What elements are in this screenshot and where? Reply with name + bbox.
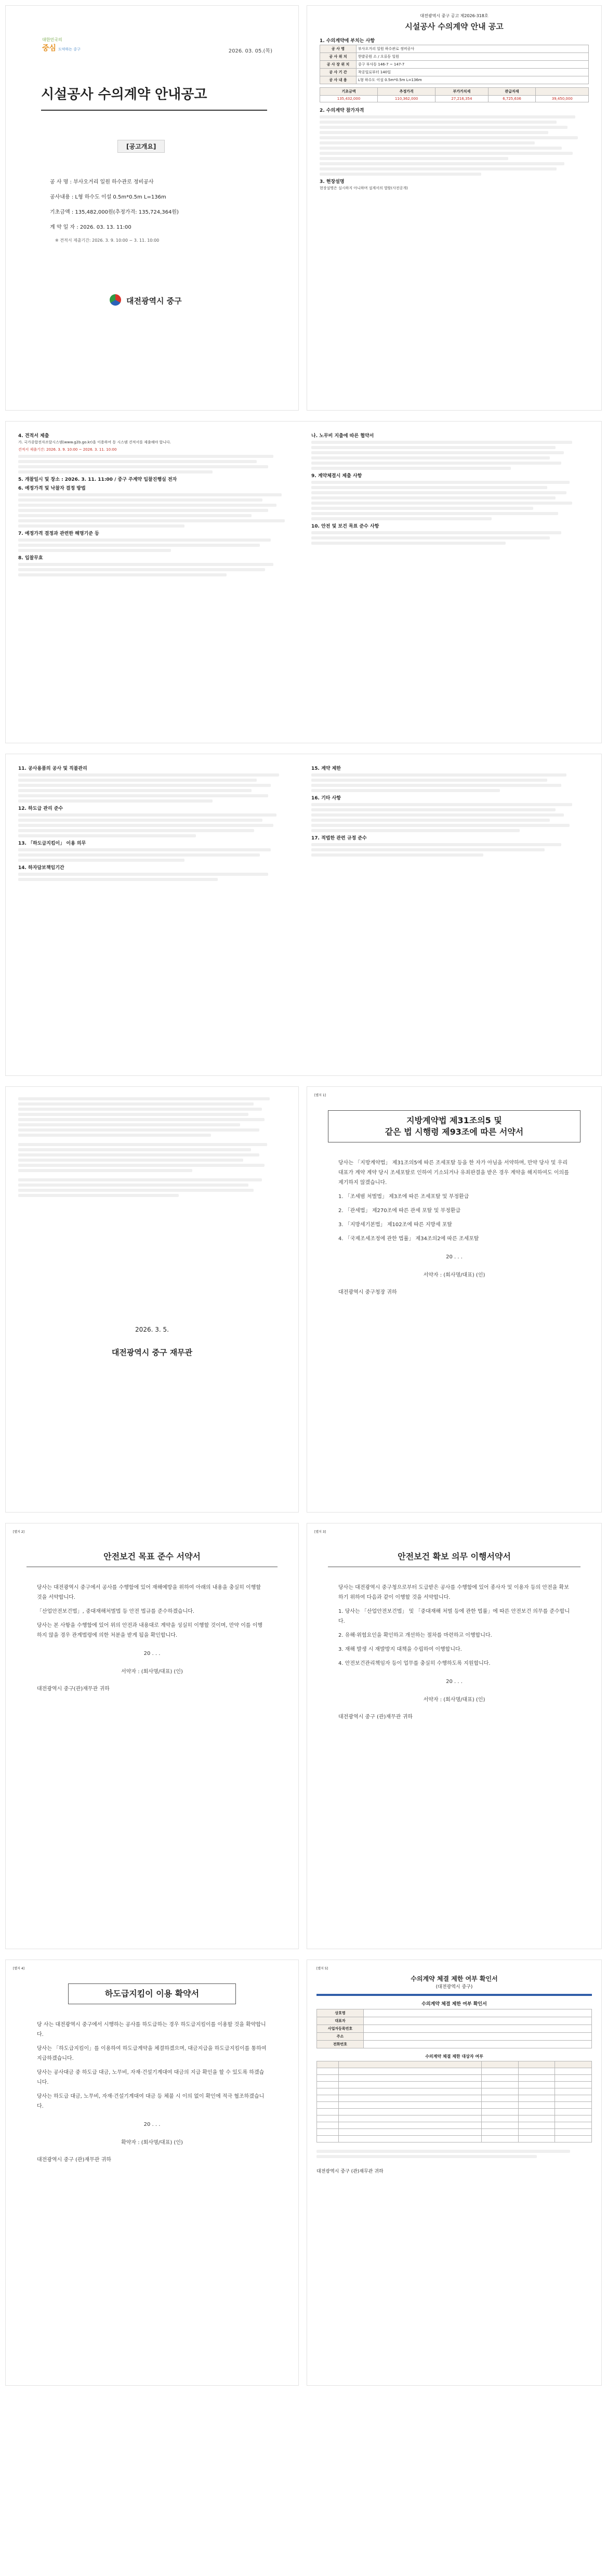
body-text-block — [18, 563, 296, 576]
form-title: 수의계약 체결 제한 여부 확인서 (대전광역시 중구) — [411, 1975, 498, 1990]
cover-section-label: [공고개요] — [117, 140, 165, 153]
form-body-paragraph: 당사는 대전광역시 중구에서 공사를 수행함에 있어 재해예방을 위하여 아래의 내용을 충실히 이행할 것을 서약합니다. — [37, 1585, 261, 1600]
section-heading: 8. 입찰무효 — [18, 556, 43, 561]
submission-period: 견적서 제출기간: 2026. 3. 9. 10:00 ~ 2026. 3. 11. 10:00 — [18, 448, 117, 452]
body-text-block — [311, 481, 589, 520]
body-text-block — [316, 2150, 592, 2158]
notice-page-4 — [5, 1086, 299, 1513]
body-text-block — [18, 1143, 286, 1172]
section-text: 현장설명은 실시하지 아니하며 설계서의 열람(사전공개) — [320, 186, 408, 190]
notice-title: 시설공사 수의계약 안내 공고 — [405, 22, 504, 31]
form-body-item: 1. 「조세범 처벌법」 제3조에 따른 조세포탈 및 부정환급 — [338, 1194, 469, 1200]
form-body-item: 1. 당사는 「산업안전보건법」 및 「중대재해 처벌 등에 관한 법률」에 따른 안전보건 의무를 준수합니다. — [338, 1609, 570, 1624]
business-number-field[interactable] — [364, 2025, 592, 2033]
body-text-block — [18, 848, 296, 862]
body-text-block — [18, 773, 296, 803]
cover-org: 대전광역시 중구 — [126, 296, 182, 306]
section-heading: 2. 수의계약 참가자격 — [320, 108, 364, 113]
cover-note: ※ 견적서 제출기간: 2026. 3. 9. 10:00 ~ 3. 11. 10:00 — [55, 238, 160, 243]
form-signature: 서약자 : (회사명/대표) (인) — [423, 1272, 485, 1278]
form-addressee: 대전광역시 중구 (관)재무관 귀하 — [316, 2169, 384, 2174]
form-addressee: 대전광역시 중구 (관)재무관 귀하 — [338, 1714, 413, 1720]
address-field[interactable] — [364, 2033, 592, 2041]
form-body-paragraph: 「산업안전보건법」, 중대재해처벌법 등 안전 법규를 준수하겠습니다. — [37, 1609, 195, 1614]
body-text-block — [311, 531, 589, 545]
company-name-field[interactable] — [364, 2009, 592, 2017]
form-tag: [별지 5] — [316, 1967, 328, 1970]
form-page-3 — [307, 1523, 602, 1949]
form-body-paragraph: 당사는 대전광역시 중구청으로부터 도급받은 공사를 수행함에 있어 종사자 및 이용자 등의 안전을 확보하기 위하여 다음과 같이 이행할 것을 서약합니다. — [338, 1585, 569, 1600]
body-text-block — [311, 843, 589, 857]
cover-title: 시설공사 수의계약 안내공고 — [41, 87, 207, 102]
form-body-paragraph: 당사는 본 사항을 수행함에 있어 위의 안전과 내용대로 계약을 성실히 이행할 것이며, 만약 이를 이행하지 않을 경우 관계법령에 의한 처분을 받게 됨을 확인합니다. — [37, 1623, 263, 1638]
section-heading: 17. 적법한 관련 규정 준수 — [311, 836, 367, 841]
section-heading: 4. 견적서 제출 — [18, 433, 49, 439]
body-text-block — [18, 1178, 286, 1197]
cover-item: 공사내용 : L형 하수도 이설 0.5m*0.5m L=136m — [50, 194, 166, 200]
section-heading: 5. 개찰일시 및 장소 : 2026. 3. 11. 11:00 / 중구 주계약 입찰진행실 전자 — [18, 477, 177, 482]
slogan-line3: 도약하는 중구 — [58, 47, 81, 51]
info-table: 공 사 명 부사오거리 일원 하수관로 정비공사 공 사 위 치 한밭공원 소 / 오류동 일원 공 사 장 위 치 중구 부사동 146-7 ~ 147-7 공 사 기 간 착공일로부터 140일 공 사 내 용 L형 하수도 이설 0.5m*0.5m L=136m — [320, 45, 589, 84]
body-text-block — [18, 493, 296, 528]
form-page-4 — [5, 1960, 299, 2386]
form-subtitle: 수의계약 체결 제한 여부 확인서 — [421, 2002, 487, 2007]
form-body-item: 당사는 「하도급지킴이」를 이용하여 하도급계약을 체결하겠으며, 대금지급을 하도급지킴이를 통하여 지급하겠습니다. — [37, 2046, 267, 2061]
section-heading: 13. 「하도급지킴이」 이용 의무 — [18, 841, 86, 846]
section-heading: 12. 하도급 관리 준수 — [18, 806, 63, 811]
body-text-block — [18, 873, 296, 881]
form-tag: [별지 4] — [13, 1967, 24, 1970]
section-text: 가. 국가종합전자조달시스템(www.g2b.go.kr)을 이용하여 동 시스템 견적서를 제출해야 합니다. — [18, 440, 171, 444]
body-text-block — [311, 441, 589, 470]
form-tag: [별지 1] — [314, 1094, 326, 1097]
form-date: 20 . . . — [143, 2122, 161, 2127]
body-text-block — [18, 455, 296, 474]
form-addressee: 대전광역시 중구(관)재무관 귀하 — [37, 1686, 110, 1692]
restriction-table-title: 수의계약 체결 제한 대상자 여부 — [425, 2054, 483, 2059]
form-body-item: 당사는 하도급 대금, 노무비, 자재·건설기계대여 대금 등 체불 시 이의 없이 확인에 적극 협조하겠습니다. — [37, 2094, 265, 2109]
form-title: 하도급지킴이 이용 확약서 — [68, 1983, 236, 2004]
form-body-item: 당사는 공사대금 중 하도급 대금, 노무비, 자재·건설기계대여 대금의 지급 확인을 할 수 있도록 하겠습니다. — [37, 2070, 265, 2085]
section-heading: 9. 계약체결시 제출 사항 — [311, 474, 362, 479]
section-heading: 6. 예정가격 및 낙찰자 결정 방법 — [18, 486, 86, 491]
phone-field[interactable] — [364, 2041, 592, 2048]
company-info-table: 상호명 대표자 사업자등록번호 주소 전화번호 — [316, 2009, 592, 2048]
notice-signer: 대전광역시 중구 재무관 — [111, 1348, 193, 1357]
form-body-item: 4. 안전보건관리책임자 등이 업무를 충실히 수행하도록 지원합니다. — [338, 1661, 491, 1666]
notice-page-2 — [5, 421, 602, 743]
restriction-table — [316, 2061, 592, 2143]
notice-page-3 — [5, 754, 602, 1076]
notice-date: 2026. 3. 5. — [135, 1326, 169, 1333]
form-body-item: 3. 「지방세기본법」 제102조에 따른 지방세 포탈 — [338, 1222, 453, 1228]
city-emblem — [110, 294, 121, 306]
form-title: 안전보건 목표 준수 서약서 — [27, 1547, 278, 1567]
form-title: 안전보건 확보 의무 이행서약서 — [328, 1547, 580, 1567]
section-heading: 3. 현장설명 — [320, 179, 345, 185]
form-signature: 확약자 : (회사명/대표) (인) — [121, 2140, 183, 2146]
section-heading: 나. 노무비 지출에 따른 협약서 — [311, 433, 374, 439]
cover-items — [50, 177, 273, 243]
body-text-block — [18, 538, 296, 552]
form-body-paragraph: 당사는 「지방계약법」 제31조의5에 따른 조세포탈 등을 한 자가 아님을 서약하며, 만약 당사 및 우리 대표가 계약 계약 당시 조세포탈로 인하여 기소되거나 유죄판결을 받은 경우 계약을 해지하여도 이의를 제기하지 않겠습니다. — [338, 1160, 569, 1186]
form-body-paragraph: 당 사는 대전광역시 중구에서 시행하는 공사를 하도급하는 경우 하도급지킴이를 이용할 것을 확약합니다. — [37, 2022, 266, 2038]
section-heading: 7. 예정가격 결정과 관련한 해명기준 등 — [18, 531, 99, 536]
cover-item: 계 약 일 자 : 2026. 03. 13. 11:00 — [50, 225, 131, 230]
form-date: 20 . . . — [446, 1254, 463, 1260]
form-tag: [별지 2] — [13, 1530, 24, 1534]
form-body-item: 4. 「국제조세조정에 관한 법률」 제34조의2에 따른 조세포탈 — [338, 1236, 479, 1242]
section-heading: 15. 계약 제한 — [311, 766, 341, 771]
cover-item: 공 사 명 : 부사오거리 일원 하수관로 정비공사 — [50, 179, 154, 185]
form-addressee: 대전광역시 중구청장 귀하 — [338, 1290, 397, 1295]
amount-table: 기초금액 추정가격 부가가치세 관급자재 135,432,000 110,362,000 27,216,354 6,725,636 39,450,000 — [320, 87, 589, 102]
cover-page — [5, 5, 299, 411]
form-tag: [별지 3] — [314, 1530, 326, 1534]
form-body-item: 3. 재해 발생 시 재발방지 대책을 수립하여 이행합니다. — [338, 1647, 462, 1652]
body-text-block — [18, 1097, 286, 1137]
divider — [316, 1994, 592, 1996]
form-date: 20 . . . — [143, 1651, 161, 1657]
representative-field[interactable] — [364, 2017, 592, 2025]
slogan-line2: 중심 — [42, 44, 57, 52]
section-heading: 16. 기타 사항 — [311, 796, 341, 801]
cover-item: 기초금액 : 135,482,000원(추정가격: 135,724,364원) — [50, 209, 179, 215]
notice-header: 대전광역시 중구 공고 제2026-318호 — [420, 14, 489, 18]
form-body-item: 2. 유해·위험요인을 확인하고 개선하는 절차를 마련하고 이행합니다. — [338, 1633, 492, 1638]
notice-page-1 — [307, 5, 602, 411]
body-text-block — [311, 773, 589, 792]
form-body-item: 2. 「관세법」 제270조에 따른 관세 포탈 및 부정환급 — [338, 1208, 461, 1214]
body-text-block — [311, 803, 589, 832]
form-title: 지방계약법 제31조의5 및 같은 법 시행령 제93조에 따른 서약서 — [328, 1110, 580, 1142]
body-text-block — [18, 813, 296, 837]
body-text-block — [320, 115, 589, 176]
form-signature: 서약자 : (회사명/대표) (인) — [121, 1669, 183, 1675]
slogan-line1: 대한민국의 — [42, 37, 62, 42]
section-heading: 10. 안전 및 보건 목표 준수 사항 — [311, 524, 379, 529]
form-date: 20 . . . — [446, 1679, 463, 1685]
slogan-logo — [42, 37, 89, 58]
form-page-1 — [307, 1086, 602, 1513]
form-page-2 — [5, 1523, 299, 1949]
form-page-5 — [307, 1960, 602, 2386]
form-addressee: 대전광역시 중구 (관)재무관 귀하 — [37, 2157, 111, 2163]
section-heading: 1. 수의계약에 부치는 사항 — [320, 38, 375, 44]
form-signature: 서약자 : (회사명/대표) (인) — [423, 1697, 485, 1703]
section-heading: 11. 공사용품의 공사 및 직불관리 — [18, 766, 87, 771]
section-heading: 14. 하자담보책임기간 — [18, 865, 64, 871]
cover-date: 2026. 03. 05.(목) — [228, 48, 272, 54]
